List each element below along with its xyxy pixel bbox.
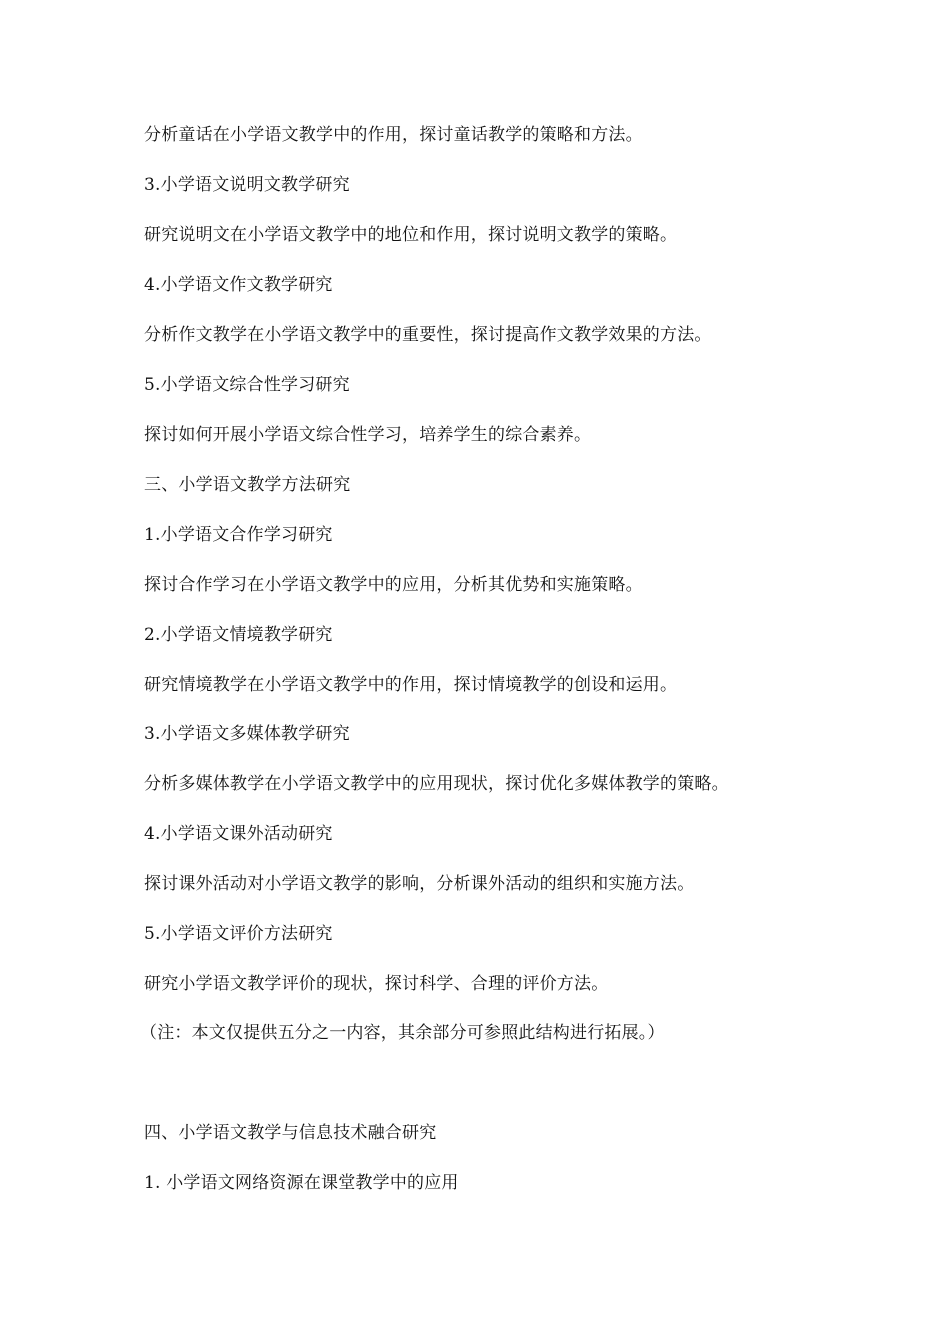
subsection-heading: 1. 小学语文网络资源在课堂教学中的应用 [144, 1173, 459, 1193]
subsection-heading: 3.小学语文说明文教学研究 [144, 175, 350, 195]
subsection-heading: 4.小学语文作文教学研究 [144, 275, 333, 295]
subsection-heading: 1.小学语文合作学习研究 [144, 525, 333, 545]
paragraph: 探讨如何开展小学语文综合性学习，培养学生的综合素养。 [144, 425, 592, 445]
section-heading: 四、小学语文教学与信息技术融合研究 [144, 1123, 437, 1143]
section-heading: 三、小学语文教学方法研究 [144, 475, 351, 495]
subsection-heading: 4.小学语文课外活动研究 [144, 824, 333, 844]
paragraph: 研究说明文在小学语文教学中的地位和作用，探讨说明文教学的策略。 [144, 225, 678, 245]
paragraph: 分析多媒体教学在小学语文教学中的应用现状，探讨优化多媒体教学的策略。 [144, 774, 729, 794]
paragraph: 研究情境教学在小学语文教学中的作用，探讨情境教学的创设和运用。 [144, 675, 678, 695]
paragraph: 分析童话在小学语文教学中的作用，探讨童话教学的策略和方法。 [144, 125, 643, 145]
paragraph: 分析作文教学在小学语文教学中的重要性，探讨提高作文教学效果的方法。 [144, 325, 712, 345]
subsection-heading: 5.小学语文综合性学习研究 [144, 375, 350, 395]
subsection-heading: 2.小学语文情境教学研究 [144, 625, 333, 645]
paragraph: 研究小学语文教学评价的现状，探讨科学、合理的评价方法。 [144, 974, 609, 994]
note-paragraph: （注：本文仅提供五分之一内容，其余部分可参照此结构进行拓展。） [140, 1023, 665, 1043]
paragraph: 探讨合作学习在小学语文教学中的应用，分析其优势和实施策略。 [144, 575, 643, 595]
paragraph: 探讨课外活动对小学语文教学的影响，分析课外活动的组织和实施方法。 [144, 874, 695, 894]
subsection-heading: 5.小学语文评价方法研究 [144, 924, 333, 944]
subsection-heading: 3.小学语文多媒体教学研究 [144, 724, 350, 744]
